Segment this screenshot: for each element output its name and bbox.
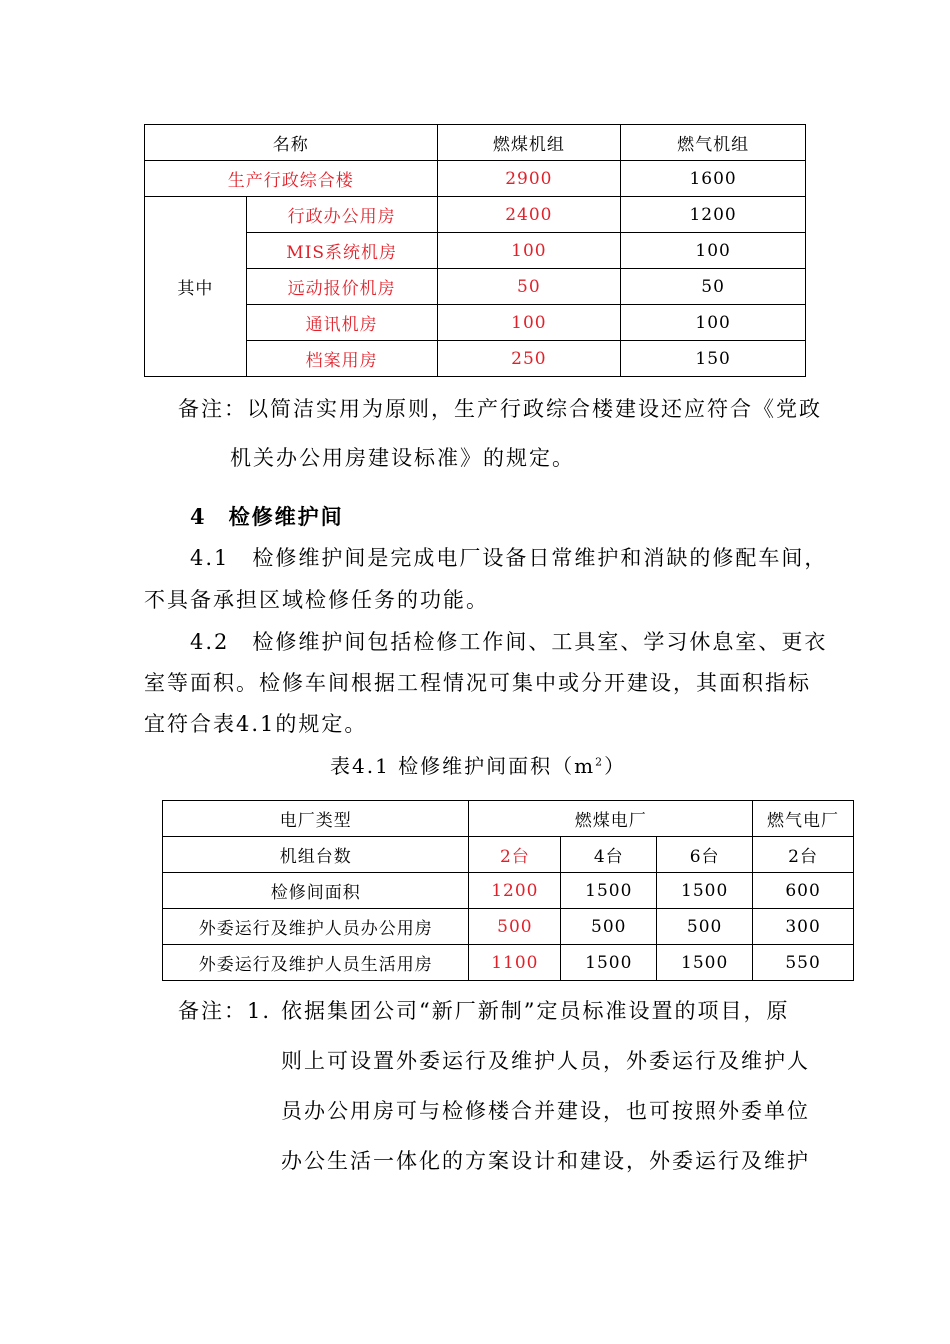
row-gas: 100 — [621, 233, 806, 269]
header-coal: 燃煤机组 — [437, 125, 621, 161]
table-header-row — [163, 801, 854, 837]
row-label: 外委运行及维护人员办公用房 — [163, 909, 469, 945]
table-row — [145, 197, 806, 233]
note2-prefix: 备注：1. — [178, 999, 272, 1023]
header-name: 名称 — [145, 125, 438, 161]
table-caption — [330, 750, 626, 779]
row-coal: 2900 — [437, 161, 621, 197]
note2-line1: 依据集团公司“新厂新制”定员标准设置的项目，原 — [281, 999, 790, 1023]
table-row — [163, 837, 854, 873]
row-label: 检修间面积 — [163, 873, 469, 909]
header-gas: 燃气电厂 — [753, 801, 854, 837]
cell: 2台 — [469, 837, 561, 873]
row-gas: 1200 — [621, 197, 806, 233]
cell: 500 — [469, 909, 561, 945]
caption-end: ） — [604, 754, 627, 778]
cell: 1200 — [469, 873, 561, 909]
cell: 500 — [561, 909, 657, 945]
section-number: 4 — [190, 504, 207, 529]
row-gas: 1600 — [621, 161, 806, 197]
row-name: 行政办公用房 — [246, 197, 437, 233]
cell: 500 — [657, 909, 753, 945]
note2-line3: 员办公用房可与检修楼合并建设，也可按照外委单位 — [281, 1099, 810, 1123]
paragraph-4-1-line2: 不具备承担区域检修任务的功能。 — [144, 588, 489, 612]
paragraph-4-2-line1: 4.2 检修维护间包括检修工作间、工具室、学习休息室、更衣 — [190, 630, 828, 654]
row-gas: 50 — [621, 269, 806, 305]
row-coal: 250 — [437, 341, 621, 377]
paragraph-4-1-line1: 4.1 检修维护间是完成电厂设备日常维护和消缺的修配车间， — [190, 546, 828, 570]
row-name: 通讯机房 — [246, 305, 437, 341]
cell: 1500 — [561, 945, 657, 981]
cell: 4台 — [561, 837, 657, 873]
note1-line1: 备注：以简洁实用为原则，生产行政综合楼建设还应符合《党政 — [178, 397, 822, 421]
table-row — [145, 161, 806, 197]
header-gas: 燃气机组 — [621, 125, 806, 161]
row-coal: 100 — [437, 233, 621, 269]
cell: 550 — [753, 945, 854, 981]
table-row — [163, 873, 854, 909]
cell: 1100 — [469, 945, 561, 981]
caption-superscript: 2 — [595, 755, 605, 769]
row-gas: 150 — [621, 341, 806, 377]
row-label: 外委运行及维护人员生活用房 — [163, 945, 469, 981]
row-coal: 2400 — [437, 197, 621, 233]
group-label: 其中 — [145, 197, 247, 377]
header-coal: 燃煤电厂 — [469, 801, 753, 837]
cell: 2台 — [753, 837, 854, 873]
cell: 1500 — [657, 873, 753, 909]
caption-text: 表4.1 检修维护间面积（m — [330, 754, 596, 778]
cell: 1500 — [561, 873, 657, 909]
note1-line2: 机关办公用房建设标准》的规定。 — [230, 446, 575, 470]
table-header-row — [145, 125, 806, 161]
row-coal: 50 — [437, 269, 621, 305]
row-label: 机组台数 — [163, 837, 469, 873]
row-name: 生产行政综合楼 — [145, 161, 438, 197]
paragraph-4-2-line2: 室等面积。检修车间根据工程情况可集中或分开建设，其面积指标 — [144, 671, 811, 695]
cell: 600 — [753, 873, 854, 909]
cell: 300 — [753, 909, 854, 945]
row-coal: 100 — [437, 305, 621, 341]
paragraph-4-2-line3: 宜符合表4.1的规定。 — [144, 712, 368, 736]
note2-line4: 办公生活一体化的方案设计和建设，外委运行及维护 — [281, 1149, 810, 1173]
cell: 6台 — [657, 837, 753, 873]
cell: 1500 — [657, 945, 753, 981]
table-row — [163, 945, 854, 981]
table-row — [163, 909, 854, 945]
section-heading — [190, 501, 344, 531]
row-name: 档案用房 — [246, 341, 437, 377]
section-title: 检修维护间 — [228, 504, 344, 529]
note2-line2: 则上可设置外委运行及维护人员，外委运行及维护人 — [281, 1049, 810, 1073]
maintenance-area-table — [162, 800, 854, 981]
row-name: MIS系统机房 — [246, 233, 437, 269]
row-gas: 100 — [621, 305, 806, 341]
row-name: 远动报价机房 — [246, 269, 437, 305]
office-area-table — [144, 124, 806, 377]
header-type: 电厂类型 — [163, 801, 469, 837]
